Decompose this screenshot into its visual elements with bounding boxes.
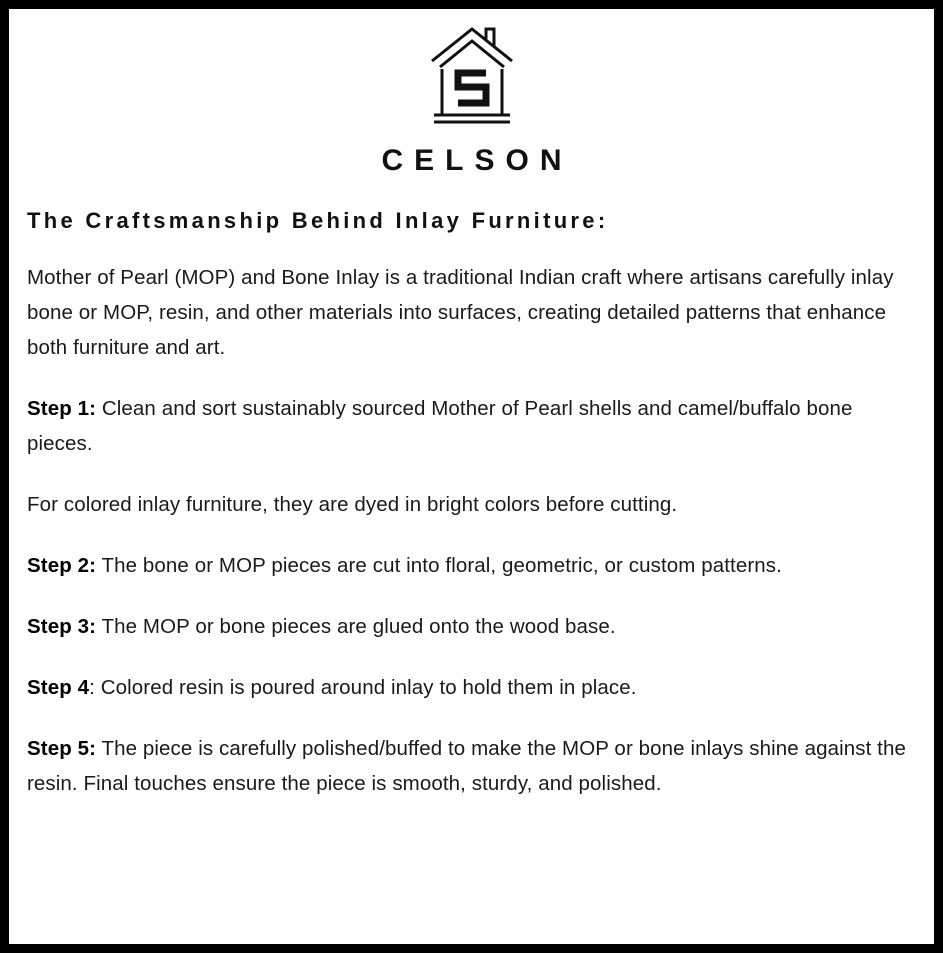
paragraph-text: For colored inlay furniture, they are dyed in bright colors before cutting. <box>27 493 678 516</box>
paragraph-label: Step 4 <box>27 676 90 699</box>
paragraph-step-2 <box>27 548 918 583</box>
body-copy <box>25 260 918 801</box>
paragraph-label: Step 3: <box>27 615 97 638</box>
paragraph-text: : Colored resin is poured around inlay to hold them in place. <box>89 676 637 699</box>
paragraph-text: Clean and sort sustainably sourced Mother of Pearl shells and camel/buffalo bone pieces. <box>27 397 853 455</box>
paragraph-step-5 <box>27 731 918 801</box>
brand-block <box>25 17 918 178</box>
paragraph-label: Step 5: <box>27 737 97 760</box>
paragraph-text: Mother of Pearl (MOP) and Bone Inlay is a traditional Indian craft where artisans carefully inlay bone or MOP, resin, and other materials into surfaces, creating detailed patterns that enhance both furniture and art. <box>27 266 894 359</box>
paragraph-intro <box>27 260 918 365</box>
house-with-s-monogram-icon <box>424 23 520 127</box>
paragraph-text: The piece is carefully polished/buffed to make the MOP or bone inlays shine against the resin. Final touches ensure the piece is smooth, sturdy, and polished. <box>27 737 906 795</box>
paragraph-step-3 <box>27 609 918 644</box>
paragraph-colored-inlay <box>27 487 918 522</box>
paragraph-step-1 <box>27 391 918 461</box>
paragraph-label: Step 2: <box>27 554 97 577</box>
brand-name: CELSON <box>381 144 573 177</box>
paragraph-label: Step 1: <box>27 397 97 420</box>
paragraph-text: The MOP or bone pieces are glued onto the wood base. <box>96 615 616 638</box>
paragraph-text: The bone or MOP pieces are cut into floral, geometric, or custom patterns. <box>96 554 782 577</box>
page-title: The Craftsmanship Behind Inlay Furniture: <box>27 208 609 233</box>
paragraph-step-4 <box>27 670 918 705</box>
